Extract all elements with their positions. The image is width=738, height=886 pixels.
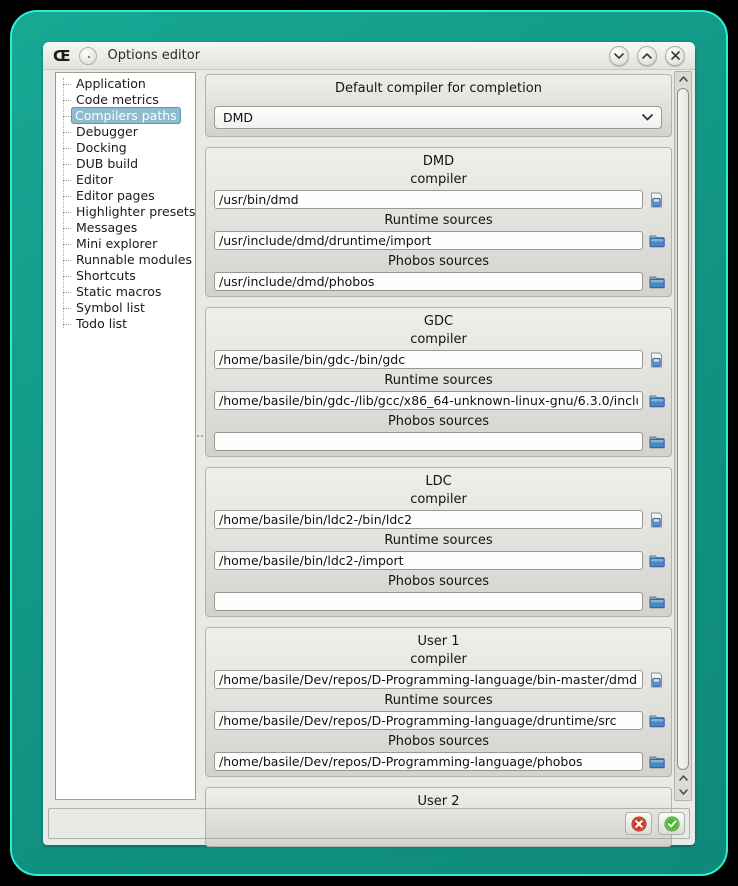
- dmd-compiler-browse-button[interactable]: [646, 190, 667, 209]
- gdc-runtime-browse-button[interactable]: [646, 391, 667, 410]
- chevron-up-icon: [679, 775, 688, 781]
- dmd-phobos-input[interactable]: [214, 272, 643, 291]
- file-icon: [649, 512, 664, 528]
- group-title: Default compiler for completion: [335, 81, 542, 96]
- sidebar-item-shortcuts[interactable]: Shortcuts: [56, 268, 195, 284]
- scroll-up-button[interactable]: [675, 72, 691, 86]
- sidebar-item-editor[interactable]: Editor: [56, 172, 195, 188]
- scroll-content: [205, 71, 672, 857]
- coedit-logo-icon: Œ: [53, 46, 71, 65]
- gdc-compiler-browse-button[interactable]: [646, 350, 667, 369]
- group-title: User 1: [417, 634, 460, 649]
- dmd-runtime-browse-button[interactable]: [646, 231, 667, 250]
- dialog: [43, 42, 695, 845]
- sidebar-item-todo-list[interactable]: Todo list: [56, 316, 195, 332]
- folder-icon: [649, 714, 665, 728]
- sidebar-item-messages[interactable]: Messages: [56, 220, 195, 236]
- field-label: compiler: [410, 172, 467, 187]
- combo-value: DMD: [223, 110, 254, 125]
- sidebar-item-compilers-paths[interactable]: Compilers paths: [56, 108, 195, 124]
- sidebar-item-symbol-list[interactable]: Symbol list: [56, 300, 195, 316]
- dialog-footer: [48, 808, 690, 839]
- scroll-up-button-bottom[interactable]: [675, 771, 691, 785]
- user1-compiler-input[interactable]: [214, 670, 643, 689]
- gdc-group: [205, 307, 672, 457]
- user1-phobos-input[interactable]: [214, 752, 643, 771]
- chevron-up-icon: [642, 53, 652, 59]
- ok-button[interactable]: [658, 812, 685, 835]
- field-label: Runtime sources: [384, 373, 493, 388]
- dmd-phobos-browse-button[interactable]: [646, 272, 667, 291]
- folder-icon: [649, 554, 665, 568]
- sidebar-item-code-metrics[interactable]: Code metrics: [56, 92, 195, 108]
- sidebar-item-editor-pages[interactable]: Editor pages: [56, 188, 195, 204]
- cancel-button[interactable]: [625, 812, 652, 835]
- sidebar-item-runnable-modules[interactable]: Runnable modules: [56, 252, 195, 268]
- chevron-down-icon: [679, 789, 688, 795]
- ldc-compiler-browse-button[interactable]: [646, 510, 667, 529]
- chevron-up-icon: [679, 76, 688, 82]
- sidebar-item-highlighter-presets[interactable]: Highlighter presets: [56, 204, 195, 220]
- folder-icon: [649, 435, 665, 449]
- file-icon: [649, 672, 664, 688]
- dmd-group: [205, 147, 672, 297]
- folder-icon: [649, 755, 665, 769]
- gdc-phobos-input[interactable]: [214, 432, 643, 451]
- default-compiler-select[interactable]: [214, 106, 662, 129]
- sidebar-item-dub-build[interactable]: DUB build: [56, 156, 195, 172]
- window-controls: [609, 46, 685, 66]
- sidebar-item-application[interactable]: Application: [56, 76, 195, 92]
- user1-group: [205, 627, 672, 777]
- maximize-button[interactable]: [637, 46, 657, 66]
- field-label: Phobos sources: [387, 414, 490, 429]
- sidebar-item-debugger[interactable]: Debugger: [56, 124, 195, 140]
- ldc-group: [205, 467, 672, 617]
- ldc-runtime-browse-button[interactable]: [646, 551, 667, 570]
- user1-runtime-input[interactable]: [214, 711, 643, 730]
- field-label: compiler: [410, 332, 467, 347]
- ldc-runtime-input[interactable]: [214, 551, 643, 570]
- gdc-phobos-browse-button[interactable]: [646, 432, 667, 451]
- group-title: DMD: [422, 154, 455, 169]
- scrollbar-thumb[interactable]: [677, 88, 689, 770]
- chevron-down-icon: [614, 53, 624, 59]
- group-title: GDC: [423, 314, 454, 329]
- folder-icon: [649, 234, 665, 248]
- splitter-handle[interactable]: [197, 434, 205, 438]
- options-editor-window: [10, 10, 728, 876]
- window-menu-button[interactable]: [79, 47, 97, 65]
- default-compiler-group: [205, 74, 672, 137]
- user1-runtime-browse-button[interactable]: [646, 711, 667, 730]
- group-title: User 2: [417, 794, 460, 809]
- close-button[interactable]: [665, 46, 685, 66]
- dmd-runtime-input[interactable]: [214, 231, 643, 250]
- scroll-down-button[interactable]: [675, 785, 691, 799]
- sidebar-item-static-macros[interactable]: Static macros: [56, 284, 195, 300]
- group-title: LDC: [425, 474, 452, 489]
- user1-phobos-browse-button[interactable]: [646, 752, 667, 771]
- file-icon: [649, 352, 664, 368]
- window-title: Options editor: [107, 48, 201, 63]
- ldc-phobos-browse-button[interactable]: [646, 592, 667, 611]
- categories-tree: [55, 72, 196, 800]
- minimize-button[interactable]: [609, 46, 629, 66]
- gdc-compiler-input[interactable]: [214, 350, 643, 369]
- ldc-phobos-input[interactable]: [214, 592, 643, 611]
- field-label: Phobos sources: [387, 254, 490, 269]
- ldc-compiler-input[interactable]: [214, 510, 643, 529]
- field-label: Runtime sources: [384, 533, 493, 548]
- field-label: Phobos sources: [387, 734, 490, 749]
- cancel-cross-icon: [631, 816, 647, 832]
- compilers-paths-panel: [205, 71, 692, 809]
- folder-icon: [649, 394, 665, 408]
- dmd-compiler-input[interactable]: [214, 190, 643, 209]
- folder-icon: [649, 595, 665, 609]
- field-label: compiler: [410, 492, 467, 507]
- ok-check-icon: [664, 816, 680, 832]
- field-label: Runtime sources: [384, 213, 493, 228]
- title-bar[interactable]: [43, 42, 695, 70]
- field-label: compiler: [410, 652, 467, 667]
- close-icon: [671, 51, 680, 60]
- folder-icon: [649, 275, 665, 289]
- user1-compiler-browse-button[interactable]: [646, 670, 667, 689]
- field-label: Runtime sources: [384, 693, 493, 708]
- vertical-scrollbar[interactable]: [674, 71, 692, 801]
- chevron-down-icon: [642, 114, 653, 121]
- field-label: Phobos sources: [387, 574, 490, 589]
- gdc-runtime-input[interactable]: [214, 391, 643, 410]
- sidebar-item-mini-explorer[interactable]: Mini explorer: [56, 236, 195, 252]
- sidebar-item-docking[interactable]: Docking: [56, 140, 195, 156]
- file-icon: [649, 192, 664, 208]
